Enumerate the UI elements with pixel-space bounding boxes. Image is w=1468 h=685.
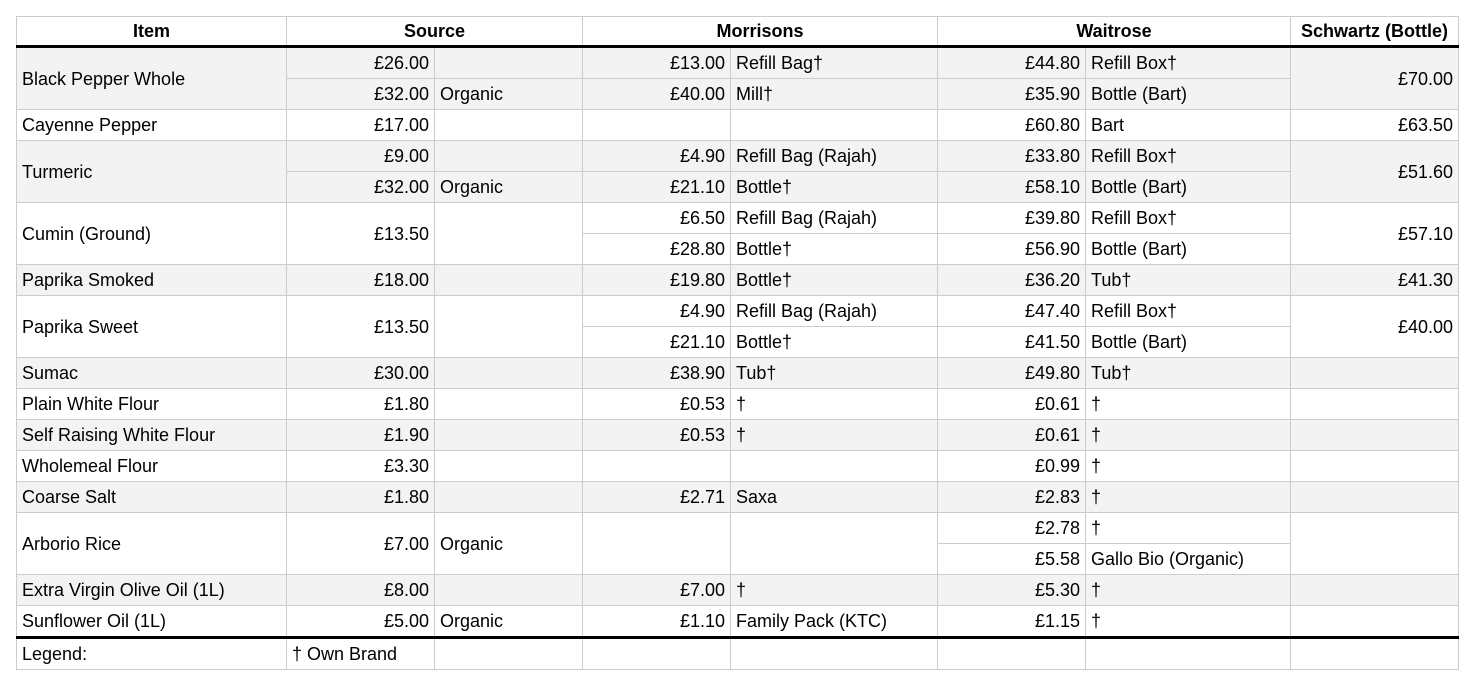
source-price-cell[interactable]: £1.90	[287, 420, 435, 451]
morrisons-price-cell[interactable]: £13.00	[583, 47, 731, 79]
waitrose-note-cell[interactable]: Refill Box†	[1086, 296, 1291, 327]
waitrose-note-cell[interactable]: Tub†	[1086, 358, 1291, 389]
item-name-cell[interactable]: Sunflower Oil (1L)	[17, 606, 287, 638]
waitrose-note-cell[interactable]: †	[1086, 575, 1291, 606]
table-row	[17, 358, 1459, 389]
waitrose-note-cell[interactable]: †	[1086, 451, 1291, 482]
morrisons-price-cell[interactable]	[583, 451, 731, 482]
source-note-cell[interactable]	[435, 482, 583, 513]
waitrose-price-cell[interactable]: £47.40	[938, 296, 1086, 327]
price-comparison-table	[16, 16, 1459, 670]
waitrose-note-cell[interactable]: Tub†	[1086, 265, 1291, 296]
item-name-cell[interactable]: Extra Virgin Olive Oil (1L)	[17, 575, 287, 606]
table-row	[17, 513, 1459, 544]
waitrose-note-cell[interactable]: Refill Box†	[1086, 141, 1291, 172]
item-name-cell[interactable]: Wholemeal Flour	[17, 451, 287, 482]
morrisons-price-cell[interactable]: £6.50	[583, 203, 731, 234]
schwartz-price-cell[interactable]	[1291, 389, 1459, 420]
morrisons-note-cell[interactable]: Bottle†	[731, 327, 938, 358]
schwartz-price-cell[interactable]: £63.50	[1291, 110, 1459, 141]
schwartz-price-cell[interactable]	[1291, 606, 1459, 638]
source-note-cell[interactable]	[435, 141, 583, 172]
source-note-cell[interactable]: Organic	[435, 172, 583, 203]
waitrose-price-cell[interactable]: £41.50	[938, 327, 1086, 358]
source-note-cell[interactable]	[435, 47, 583, 79]
waitrose-price-cell[interactable]: £2.83	[938, 482, 1086, 513]
morrisons-price-cell[interactable]: £4.90	[583, 141, 731, 172]
waitrose-note-cell[interactable]: Bottle (Bart)	[1086, 327, 1291, 358]
empty-cell[interactable]	[731, 638, 938, 670]
schwartz-price-cell[interactable]: £41.30	[1291, 265, 1459, 296]
morrisons-price-cell[interactable]: £40.00	[583, 79, 731, 110]
item-name-cell[interactable]: Paprika Sweet	[17, 296, 287, 358]
legend-label[interactable]: Legend:	[17, 638, 287, 670]
morrisons-price-cell[interactable]: £0.53	[583, 389, 731, 420]
waitrose-price-cell[interactable]: £35.90	[938, 79, 1086, 110]
item-name-cell[interactable]: Black Pepper Whole	[17, 47, 287, 110]
empty-cell[interactable]	[1291, 638, 1459, 670]
morrisons-price-cell[interactable]: £21.10	[583, 327, 731, 358]
source-note-cell[interactable]	[435, 420, 583, 451]
source-price-cell[interactable]: £17.00	[287, 110, 435, 141]
legend-row	[17, 638, 1459, 670]
waitrose-price-cell[interactable]: £5.58	[938, 544, 1086, 575]
source-price-cell[interactable]: £26.00	[287, 47, 435, 79]
schwartz-price-cell[interactable]	[1291, 420, 1459, 451]
schwartz-price-cell[interactable]	[1291, 482, 1459, 513]
morrisons-price-cell[interactable]: £38.90	[583, 358, 731, 389]
source-note-cell[interactable]	[435, 265, 583, 296]
schwartz-price-cell[interactable]: £40.00	[1291, 296, 1459, 358]
schwartz-price-cell[interactable]: £70.00	[1291, 47, 1459, 110]
source-note-cell[interactable]	[435, 575, 583, 606]
morrisons-note-cell[interactable]: Bottle†	[731, 234, 938, 265]
source-price-cell[interactable]: £32.00	[287, 79, 435, 110]
table-row	[17, 265, 1459, 296]
morrisons-note-cell[interactable]: †	[731, 389, 938, 420]
waitrose-note-cell[interactable]: Gallo Bio (Organic)	[1086, 544, 1291, 575]
waitrose-note-cell[interactable]: †	[1086, 389, 1291, 420]
morrisons-price-cell[interactable]: £4.90	[583, 296, 731, 327]
schwartz-price-cell[interactable]: £51.60	[1291, 141, 1459, 203]
table-body	[17, 47, 1459, 670]
table-row	[17, 420, 1459, 451]
morrisons-price-cell[interactable]: £0.53	[583, 420, 731, 451]
waitrose-price-cell[interactable]: £0.99	[938, 451, 1086, 482]
item-name-cell[interactable]: Self Raising White Flour	[17, 420, 287, 451]
source-price-cell[interactable]: £7.00	[287, 513, 435, 575]
source-note-cell[interactable]: Organic	[435, 79, 583, 110]
schwartz-price-cell[interactable]	[1291, 451, 1459, 482]
schwartz-price-cell[interactable]: £57.10	[1291, 203, 1459, 265]
morrisons-note-cell[interactable]: †	[731, 420, 938, 451]
morrisons-price-cell[interactable]: £7.00	[583, 575, 731, 606]
morrisons-note-cell[interactable]	[731, 110, 938, 141]
waitrose-price-cell[interactable]: £1.15	[938, 606, 1086, 638]
waitrose-price-cell[interactable]: £39.80	[938, 203, 1086, 234]
table-row	[17, 389, 1459, 420]
waitrose-note-cell[interactable]: Refill Box†	[1086, 203, 1291, 234]
item-name-cell[interactable]: Arborio Rice	[17, 513, 287, 575]
source-note-cell[interactable]: Organic	[435, 606, 583, 638]
empty-cell[interactable]	[435, 638, 583, 670]
morrisons-price-cell[interactable]: £19.80	[583, 265, 731, 296]
item-name-cell[interactable]: Coarse Salt	[17, 482, 287, 513]
waitrose-note-cell[interactable]: Bottle (Bart)	[1086, 79, 1291, 110]
source-price-cell[interactable]: £3.30	[287, 451, 435, 482]
morrisons-price-cell[interactable]: £21.10	[583, 172, 731, 203]
source-price-cell[interactable]: £13.50	[287, 296, 435, 358]
empty-cell[interactable]	[583, 638, 731, 670]
item-name-cell[interactable]: Paprika Smoked	[17, 265, 287, 296]
waitrose-note-cell[interactable]: Refill Box†	[1086, 47, 1291, 79]
legend-text[interactable]: † Own Brand	[287, 638, 435, 670]
morrisons-note-cell[interactable]	[731, 513, 938, 575]
waitrose-note-cell[interactable]: †	[1086, 420, 1291, 451]
item-name-cell[interactable]: Plain White Flour	[17, 389, 287, 420]
morrisons-note-cell[interactable]: Bottle†	[731, 172, 938, 203]
waitrose-price-cell[interactable]: £0.61	[938, 389, 1086, 420]
table-row	[17, 141, 1459, 172]
source-note-cell[interactable]: Organic	[435, 513, 583, 575]
source-price-cell[interactable]: £30.00	[287, 358, 435, 389]
header-source[interactable]: Source	[287, 17, 583, 47]
empty-cell[interactable]	[1086, 638, 1291, 670]
source-price-cell[interactable]: £5.00	[287, 606, 435, 638]
source-note-cell[interactable]	[435, 110, 583, 141]
source-price-cell[interactable]: £8.00	[287, 575, 435, 606]
morrisons-note-cell[interactable]: Refill Bag (Rajah)	[731, 141, 938, 172]
source-note-cell[interactable]	[435, 358, 583, 389]
morrisons-note-cell[interactable]: †	[731, 575, 938, 606]
item-name-cell[interactable]: Cumin (Ground)	[17, 203, 287, 265]
waitrose-note-cell[interactable]: †	[1086, 482, 1291, 513]
schwartz-price-cell[interactable]	[1291, 513, 1459, 575]
waitrose-price-cell[interactable]: £0.61	[938, 420, 1086, 451]
source-price-cell[interactable]: £9.00	[287, 141, 435, 172]
waitrose-price-cell[interactable]: £49.80	[938, 358, 1086, 389]
empty-cell[interactable]	[938, 638, 1086, 670]
header-schwartz[interactable]: Schwartz (Bottle)	[1291, 17, 1459, 47]
table-row	[17, 482, 1459, 513]
morrisons-note-cell[interactable]: Family Pack (KTC)	[731, 606, 938, 638]
waitrose-note-cell[interactable]: Bart	[1086, 110, 1291, 141]
table-row	[17, 110, 1459, 141]
waitrose-price-cell[interactable]: £44.80	[938, 47, 1086, 79]
waitrose-price-cell[interactable]: £36.20	[938, 265, 1086, 296]
morrisons-note-cell[interactable]: Bottle†	[731, 265, 938, 296]
morrisons-price-cell[interactable]	[583, 513, 731, 575]
morrisons-price-cell[interactable]: £1.10	[583, 606, 731, 638]
table-row	[17, 606, 1459, 638]
table-row	[17, 203, 1459, 234]
morrisons-note-cell[interactable]: Tub†	[731, 358, 938, 389]
waitrose-price-cell[interactable]: £58.10	[938, 172, 1086, 203]
morrisons-note-cell[interactable]: Mill†	[731, 79, 938, 110]
source-price-cell[interactable]: £18.00	[287, 265, 435, 296]
source-note-cell[interactable]	[435, 203, 583, 265]
item-name-cell[interactable]: Sumac	[17, 358, 287, 389]
source-price-cell[interactable]: £32.00	[287, 172, 435, 203]
waitrose-price-cell[interactable]: £5.30	[938, 575, 1086, 606]
waitrose-note-cell[interactable]: †	[1086, 606, 1291, 638]
morrisons-note-cell[interactable]: Refill Bag (Rajah)	[731, 203, 938, 234]
table-row	[17, 296, 1459, 327]
source-note-cell[interactable]	[435, 296, 583, 358]
waitrose-price-cell[interactable]: £60.80	[938, 110, 1086, 141]
morrisons-price-cell[interactable]	[583, 110, 731, 141]
table-row	[17, 47, 1459, 79]
waitrose-note-cell[interactable]: Bottle (Bart)	[1086, 234, 1291, 265]
waitrose-price-cell[interactable]: £33.80	[938, 141, 1086, 172]
morrisons-note-cell[interactable]: Refill Bag†	[731, 47, 938, 79]
source-note-cell[interactable]	[435, 389, 583, 420]
waitrose-note-cell[interactable]: †	[1086, 513, 1291, 544]
morrisons-price-cell[interactable]: £2.71	[583, 482, 731, 513]
morrisons-note-cell[interactable]: Refill Bag (Rajah)	[731, 296, 938, 327]
waitrose-price-cell[interactable]: £56.90	[938, 234, 1086, 265]
source-note-cell[interactable]	[435, 451, 583, 482]
schwartz-price-cell[interactable]	[1291, 575, 1459, 606]
header-morrisons[interactable]: Morrisons	[583, 17, 938, 47]
waitrose-price-cell[interactable]: £2.78	[938, 513, 1086, 544]
morrisons-price-cell[interactable]: £28.80	[583, 234, 731, 265]
header-waitrose[interactable]: Waitrose	[938, 17, 1291, 47]
source-price-cell[interactable]: £13.50	[287, 203, 435, 265]
table-row	[17, 451, 1459, 482]
source-price-cell[interactable]: £1.80	[287, 482, 435, 513]
schwartz-price-cell[interactable]	[1291, 358, 1459, 389]
waitrose-note-cell[interactable]: Bottle (Bart)	[1086, 172, 1291, 203]
source-price-cell[interactable]: £1.80	[287, 389, 435, 420]
morrisons-note-cell[interactable]: Saxa	[731, 482, 938, 513]
header-item[interactable]: Item	[17, 17, 287, 47]
header-row	[17, 17, 1459, 47]
morrisons-note-cell[interactable]	[731, 451, 938, 482]
item-name-cell[interactable]: Turmeric	[17, 141, 287, 203]
item-name-cell[interactable]: Cayenne Pepper	[17, 110, 287, 141]
table-row	[17, 575, 1459, 606]
